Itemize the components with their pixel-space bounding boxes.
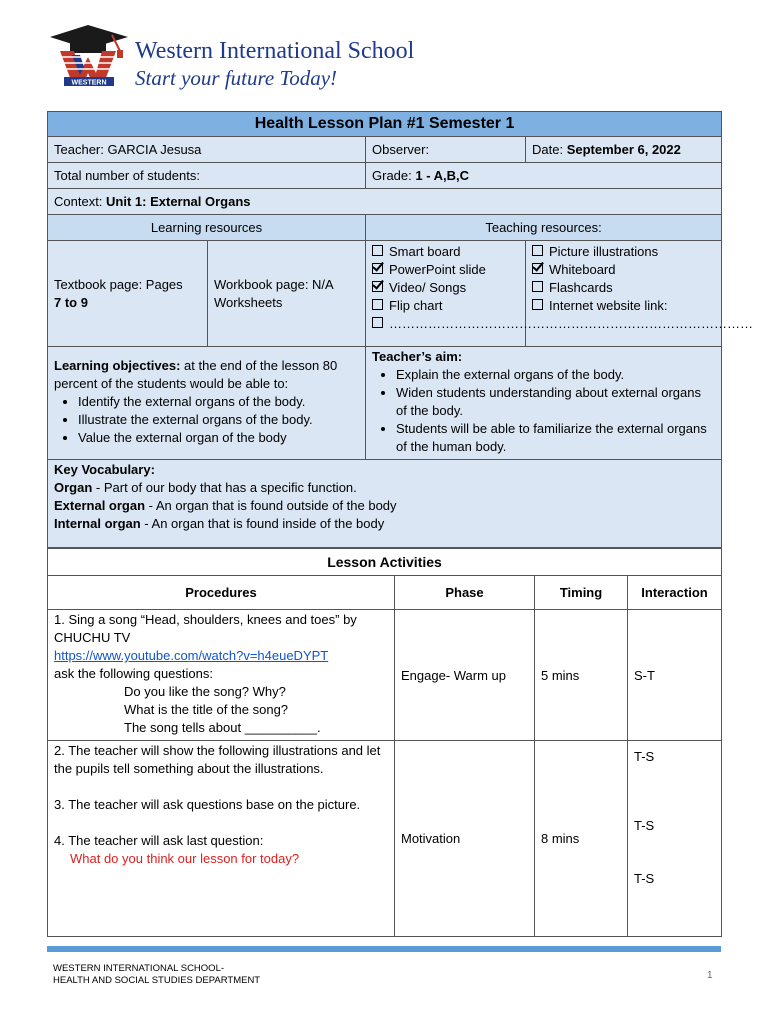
date-cell: Date: September 6, 2022 xyxy=(526,137,722,163)
grade-value: 1 - A,B,C xyxy=(415,168,470,183)
learning-objectives-cell xyxy=(48,347,366,460)
checkbox-icon[interactable] xyxy=(372,299,383,310)
procedure-step-2: 2. The teacher will show the following illustrations and let the pupils tell something about the illustrations. xyxy=(54,743,381,776)
vocab-item xyxy=(54,497,715,515)
aim-item: • Widen students understanding about external organs of the body. xyxy=(396,384,715,420)
vocab-term: External organ xyxy=(54,498,146,513)
checked-checkbox-icon[interactable] xyxy=(372,281,383,292)
question-3: The song tells about __________. xyxy=(124,720,321,735)
resource-label: Flashcards xyxy=(549,280,613,295)
interaction-value: T-S xyxy=(634,871,655,886)
workbook-line2: Worksheets xyxy=(214,294,283,310)
vocab-definition: - An organ that is found inside of the body xyxy=(140,516,385,531)
teaching-resource-item xyxy=(532,279,715,297)
procedure-step-1: 1. Sing a song “Head, shoulders, knees and toes” by CHUCHU TV xyxy=(54,612,357,645)
footer-bar xyxy=(47,946,721,952)
timing-cell-1: 5 mins xyxy=(535,610,628,741)
teaching-resource-item xyxy=(372,297,519,315)
ask-questions-label: ask the following questions: xyxy=(54,666,213,681)
procedure-cell-1 xyxy=(48,610,395,741)
checkbox-icon[interactable] xyxy=(532,245,543,256)
procedure-step-3: 3. The teacher will ask questions base on the picture. xyxy=(54,797,361,812)
learning-resources-header: Learning resources xyxy=(48,215,366,241)
textbook-label: Textbook page: Pages xyxy=(54,276,183,292)
aims-list xyxy=(372,366,715,456)
activity-row xyxy=(48,610,722,741)
teaching-resource-item xyxy=(372,243,519,261)
total-students-cell: Total number of students: xyxy=(48,163,366,189)
vocab-label: Key Vocabulary: xyxy=(54,462,155,477)
teacher-cell: Teacher: GARCIA Jesusa xyxy=(48,137,366,163)
teaching-resource-item xyxy=(372,279,519,297)
vocab-definition: - Part of our body that has a specific function. xyxy=(92,480,357,495)
textbook-cell xyxy=(48,241,208,347)
col-header-procedures: Procedures xyxy=(48,576,395,610)
svg-text:WESTERN: WESTERN xyxy=(71,79,107,87)
page-number: 1 xyxy=(707,970,713,981)
vocab-term: Organ xyxy=(54,480,93,495)
checkbox-icon[interactable] xyxy=(372,245,383,256)
resource-label: Flip chart xyxy=(389,298,443,313)
teaching-resources-right xyxy=(526,241,753,347)
vocab-item xyxy=(54,479,715,497)
workbook-cell xyxy=(208,241,366,347)
school-logo xyxy=(46,21,132,87)
checked-checkbox-icon[interactable] xyxy=(372,263,383,274)
school-name: Western International School xyxy=(135,38,415,64)
col-header-timing: Timing xyxy=(535,576,628,610)
date-value: September 6, 2022 xyxy=(566,142,681,157)
context-cell: Context: Unit 1: External Organs xyxy=(48,189,722,215)
resource-label: Picture illustrations xyxy=(549,244,659,259)
vocab-definition: - An organ that is found outside of the body xyxy=(145,498,397,513)
teaching-resource-item xyxy=(532,261,715,279)
school-tagline: Start your future Today! xyxy=(135,66,338,90)
vocab-term: Internal organ xyxy=(54,516,141,531)
interaction-cell-2 xyxy=(628,741,722,937)
resource-label: Video/ Songs xyxy=(389,280,467,295)
checkbox-icon[interactable] xyxy=(532,281,543,292)
teaching-resource-item xyxy=(372,261,519,279)
col-header-interaction: Interaction xyxy=(628,576,722,610)
resource-label: Smart board xyxy=(389,244,461,259)
context-value: Unit 1: External Organs xyxy=(106,194,251,209)
checkbox-icon[interactable] xyxy=(372,317,383,328)
activities-title: Lesson Activities xyxy=(48,549,722,576)
resource-label: Whiteboard xyxy=(549,262,616,277)
objectives-list xyxy=(54,393,359,447)
internet-link-blank: …………………………………………… xyxy=(532,316,753,331)
workbook-line1: Workbook page: N/A xyxy=(214,276,334,292)
last-question: What do you think our lesson for today? xyxy=(70,851,300,866)
footer-line-2: HEALTH AND SOCIAL STUDIES DEPARTMENT xyxy=(53,975,261,986)
aim-item: • Students will be able to familiarize the external organs of the human body. xyxy=(396,420,715,456)
observer-cell: Observer: xyxy=(366,137,526,163)
teachers-aim-cell xyxy=(366,347,722,460)
grade-cell: Grade: 1 - A,B,C xyxy=(366,163,722,189)
footer-line-1: WESTERN INTERNATIONAL SCHOOL- xyxy=(53,963,225,974)
objective-item: • Value the external organ of the body xyxy=(78,429,359,447)
vocab-item xyxy=(54,515,715,533)
phase-cell-2: Motivation xyxy=(395,741,535,937)
objectives-intro: at the end of the lesson 80 percent of the students would be able to: xyxy=(54,358,338,391)
teaching-resource-item xyxy=(372,315,532,333)
question-1: Do you like the song? Why? xyxy=(124,684,286,699)
question-2: What is the title of the song? xyxy=(124,702,289,717)
objective-item: • Identify the external organs of the body. xyxy=(78,393,359,411)
checkbox-icon[interactable] xyxy=(532,299,543,310)
plan-title: Health Lesson Plan #1 Semester 1 xyxy=(48,112,722,137)
activity-row xyxy=(48,741,722,937)
teaching-resources-header: Teaching resources: xyxy=(366,215,722,241)
lesson-activities-table xyxy=(47,548,722,937)
phase-cell-1: Engage- Warm up xyxy=(395,610,535,741)
textbook-pages: 7 to 9 xyxy=(54,294,88,310)
procedure-cell-2 xyxy=(48,741,395,937)
col-header-phase: Phase xyxy=(395,576,535,610)
footer-department xyxy=(53,963,260,987)
aim-item: • Explain the external organs of the body. xyxy=(396,366,715,384)
interaction-cell-1: S-T xyxy=(628,610,722,741)
interaction-value: T-S xyxy=(634,818,655,833)
objectives-label: Learning objectives: xyxy=(54,358,181,373)
timing-cell-2: 8 mins xyxy=(535,741,628,937)
checked-checkbox-icon[interactable] xyxy=(532,263,543,274)
resource-label: …………………………… xyxy=(389,316,532,331)
aim-label: Teacher’s aim: xyxy=(372,349,463,364)
youtube-link[interactable]: https://www.youtube.com/watch?v=h4eueDYPT xyxy=(54,648,329,663)
teaching-resource-item xyxy=(532,297,715,315)
objective-item: • Illustrate the external organs of the body. xyxy=(78,411,359,429)
teaching-resource-item xyxy=(532,243,715,261)
resource-label: PowerPoint slide xyxy=(389,262,486,277)
lesson-plan-table xyxy=(47,111,753,548)
resource-label: Internet website link: xyxy=(549,298,668,313)
teaching-resources-left xyxy=(366,241,532,347)
interaction-value: T-S xyxy=(634,749,655,764)
procedure-step-4: 4. The teacher will ask last question: xyxy=(54,833,264,848)
key-vocabulary-cell xyxy=(48,460,722,548)
